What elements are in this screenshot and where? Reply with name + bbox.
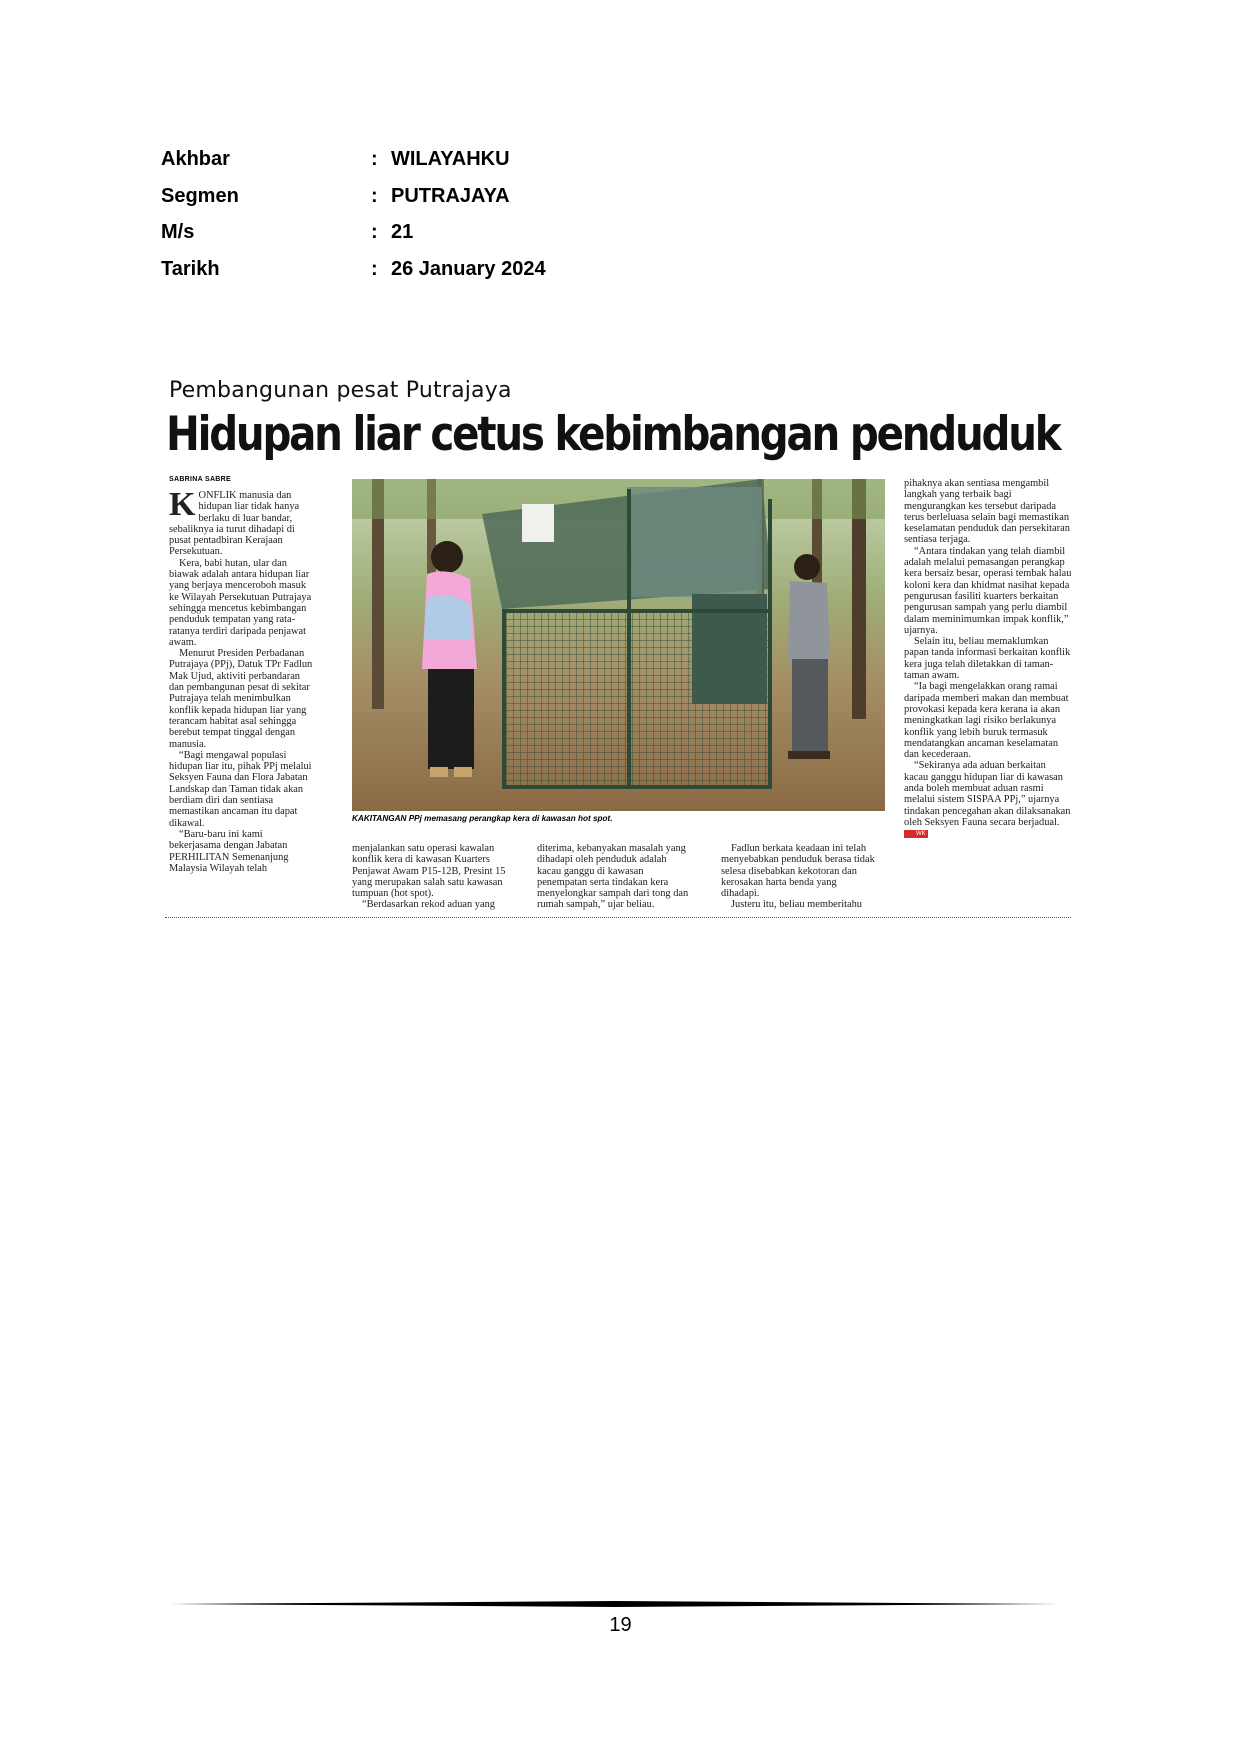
page-number: 19 — [609, 1614, 632, 1636]
article-photo — [352, 479, 885, 811]
article-column-2 — [352, 843, 508, 911]
article-column-5 — [904, 478, 1072, 840]
meta-value: 26 January 2024 — [391, 257, 546, 280]
meta-label: Segmen — [161, 184, 239, 207]
meta-separator: : — [371, 257, 378, 280]
meta-separator: : — [371, 148, 378, 170]
article-paragraph: “Bagi mengawal populasi hidupan liar itu, pihak PPj melalui Seksyen Fauna dan Flora Jabatan Landskap dan Taman tidak akan berdiam diri dan sentiasa memastikan ancaman itu dapat dikawal. — [169, 749, 312, 829]
article-column-1 — [169, 486, 317, 874]
article-column-3 — [537, 843, 693, 911]
article-paragraph: Fadlun berkata keadaan ini telah menyebabkan penduduk berasa tidak selesa disebabkan kekotoran dan kerosakan harta benda yang dihadapi. — [721, 843, 875, 900]
article-paragraph: diterima, kebanyakan masalah yang dihadapi oleh penduduk adalah kacau ganggu di kawasan penempatan serta tindakan kera menyelongkar sampah dari tong dan rumah sampah,” ujar beliau. — [537, 843, 689, 911]
article-paragraph: Kera, babi hutan, ular dan biawak adalah antara hidupan liar yang berjaya menceroboh masuk ke Wilayah Persekutuan Putrajaya sehingga mencetus kebimbangan penduduk tempatan yang rata-ratanya terdiri daripada penjawat awam. — [169, 557, 312, 648]
article-paragraph: “Sekiranya ada aduan berkaitan kacau ganggu hidupan liar di kawasan anda boleh membuat aduan rasmi melalui sistem SISPAA PPj,” ujarnya tindakan pencegahan akan dilaksanakan oleh Seksyen Fauna secara berjadual. WK — [904, 760, 1071, 837]
meta-label: Tarikh — [161, 257, 220, 280]
meta-value: 21 — [391, 221, 414, 243]
article-paragraph: “Ia bagi mengelakkan orang ramai daripada memberi makan dan membuat provokasi kepada kera kerana ia akan meningkatkan lagi risiko berlakunya konflik yang lebih buruk termasuk mendatangkan ancaman keselamatan dan kecederaan. — [904, 681, 1069, 761]
article-paragraph: Menurut Presiden Perbadanan Putrajaya (PPj), Datuk TPr Fadlun Mak Ujud, aktiviti perbandaran dan pembangunan pesat di sekitar Putrajaya telah menimbulkan konflik kepada hidupan liar yang terancam habitat asal sehingga berebut tempat tinggal dengan manusia. — [169, 648, 313, 750]
article-paragraph: Justeru itu, beliau memberitahu — [731, 899, 863, 911]
article-kicker: Pembangunan pesat Putrajaya — [169, 378, 512, 403]
drop-cap: K — [169, 486, 196, 523]
newspaper-clipping — [165, 378, 1071, 924]
article-column-4 — [721, 843, 877, 911]
article-headline: Hidupan liar cetus kebimbangan penduduk — [166, 407, 1060, 462]
article-paragraph: menjalankan satu operasi kawalan konflik kera di kawasan Kuarters Penjawat Awam P15-12B, Presint 15 yang merupakan salah satu kawasan tumpuan (hot spot). — [352, 843, 506, 900]
meta-value: WILAYAHKU — [391, 148, 510, 170]
meta-separator: : — [371, 221, 378, 243]
photo-caption: KAKITANGAN PPj memasang perangkap kera di kawasan hot spot. — [352, 814, 613, 823]
article-paragraph: pihaknya akan sentiasa mengambil langkah yang terbaik bagi mengurangkan kes tersebut daripada terus berleluasa selain bagi memastikan keselamatan penduduk dan persekitaran sentiasa terjaga. — [904, 478, 1070, 546]
meta-label: M/s — [161, 221, 195, 243]
article-paragraph: Selain itu, beliau memaklumkan papan tanda informasi berkaitan konflik kera juga telah diletakkan di taman-taman awam. — [904, 636, 1071, 682]
article-paragraph: “Baru-baru ini kami bekerjasama dengan Jabatan PERHILITAN Semenanjung Malaysia Wilayah telah — [169, 828, 289, 874]
meta-value: PUTRAJAYA — [391, 184, 510, 207]
clipping-bottom-rule — [165, 917, 1071, 918]
article-paragraph: “Antara tindakan yang telah diambil adalah melalui pemasangan perangkap kera bersaiz besar, operasi tembak halau koloni kera dan khidmat nasihat kepada pengurusan fasiliti kuarters berkaitan pengurusan sampah yang perlu diambil dalam meminimumkan impak konflik,” ujarnya. — [904, 545, 1072, 636]
end-mark-badge: WK — [904, 830, 928, 838]
meta-label: Akhbar — [161, 148, 230, 170]
article-paragraph: KONFLIK manusia dan hidupan liar tidak hanya berlaku di luar bandar, sebaliknya ia turut dihadapi di pusat pentadbiran Kerajaan Persekutuan. — [169, 486, 300, 558]
meta-separator: : — [371, 184, 378, 207]
article-byline: SABRINA SABRE — [169, 476, 231, 483]
footer-rule — [170, 1601, 1060, 1607]
article-paragraph: “Berdasarkan rekod aduan yang — [362, 899, 495, 911]
photo-monkey-trap-scene — [352, 479, 885, 811]
